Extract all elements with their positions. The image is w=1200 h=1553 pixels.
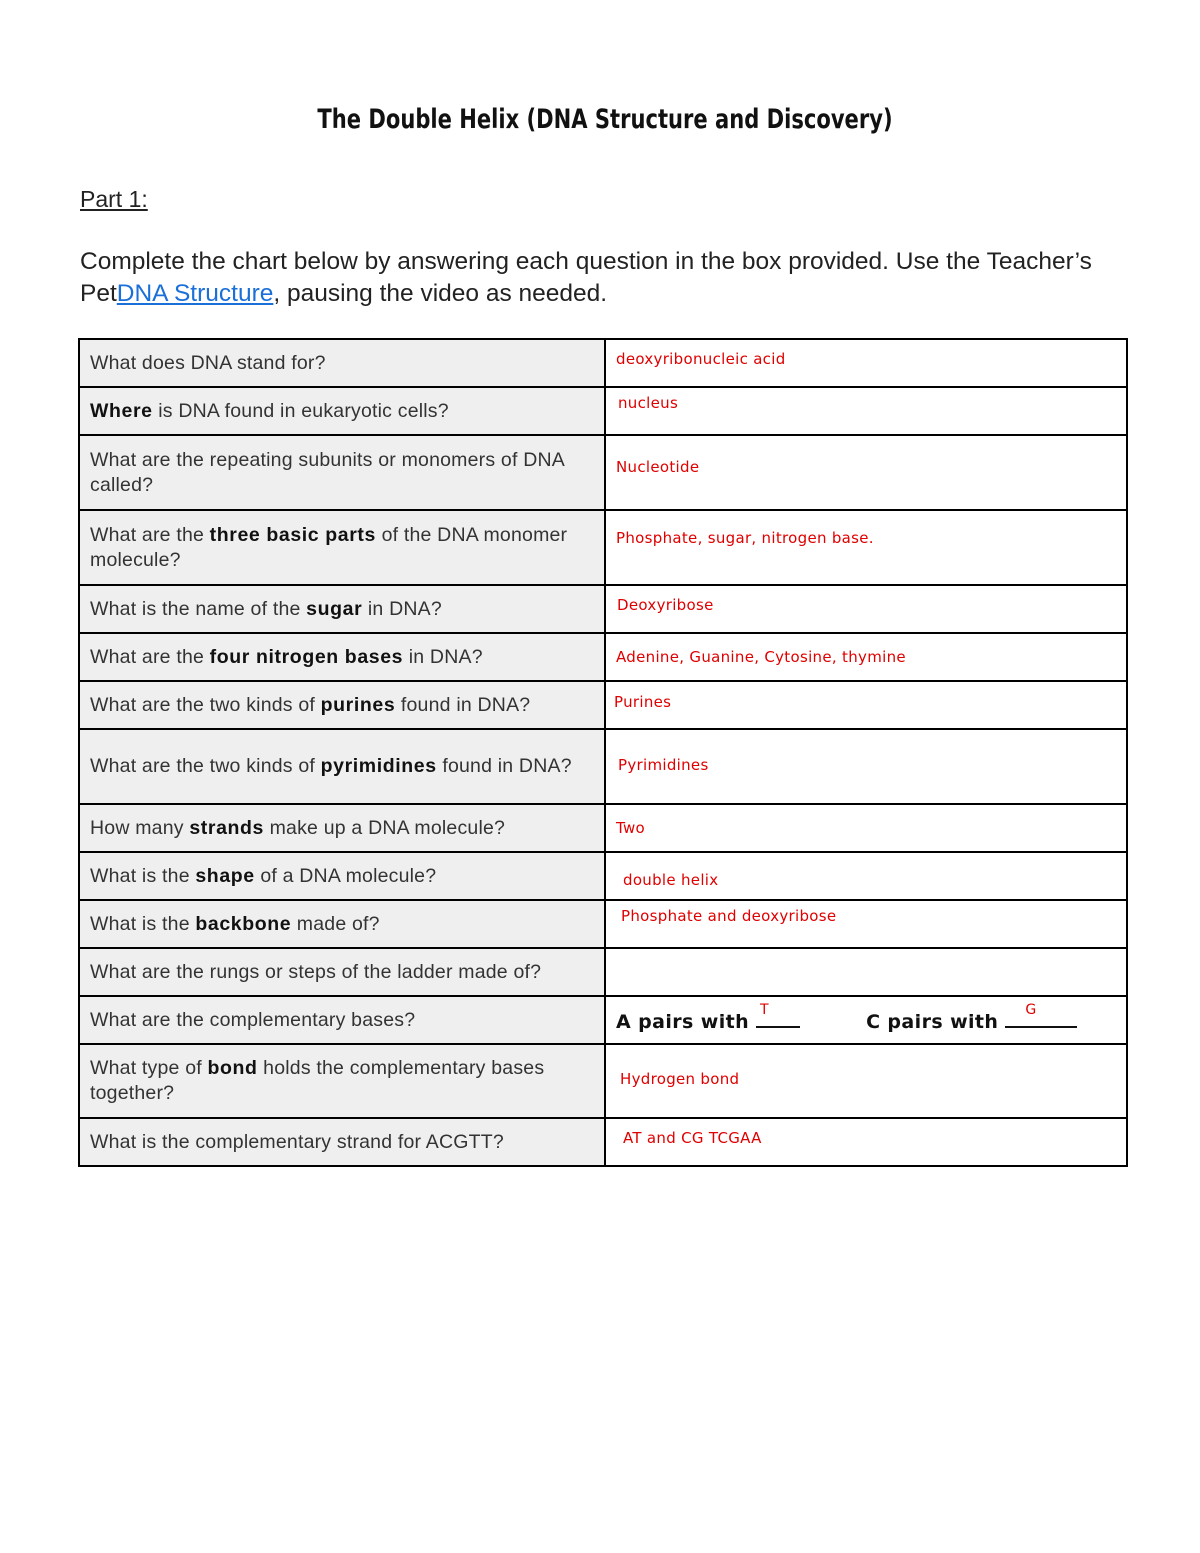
answer-cell[interactable] bbox=[605, 1118, 1127, 1166]
question-text: What are the two kinds of bbox=[90, 693, 321, 716]
table-row bbox=[79, 681, 1127, 729]
question-text: What is the bbox=[90, 864, 196, 887]
answer-cell[interactable] bbox=[605, 996, 1127, 1044]
question-keyword: bond bbox=[207, 1057, 258, 1079]
instructions-text: Complete the chart below by answering each question in the box provided. Use the Teacher’s Pet bbox=[80, 248, 1092, 307]
question-chart bbox=[78, 338, 1128, 1167]
document-title: The Double Helix (DNA Structure and Discovery) bbox=[317, 104, 893, 135]
answer-cell[interactable] bbox=[605, 633, 1127, 681]
instructions-text-end: , pausing the video as needed. bbox=[273, 280, 608, 307]
answer-cell[interactable] bbox=[605, 729, 1127, 804]
table-row bbox=[79, 852, 1127, 900]
dna-structure-link[interactable]: DNA Structure bbox=[116, 280, 274, 307]
answer-cell[interactable] bbox=[605, 1044, 1127, 1118]
answer-text: Purines bbox=[614, 693, 672, 711]
question-text: How many bbox=[90, 816, 190, 839]
answer-text: Pyrimidines bbox=[618, 755, 709, 774]
question-text: What are the two kinds of bbox=[90, 755, 321, 777]
question-text: of the DNA monomer molecule? bbox=[90, 523, 568, 571]
question-cell: What is the complementary strand for ACGTT? bbox=[79, 1118, 605, 1166]
question-text: in DNA? bbox=[403, 645, 483, 668]
table-row bbox=[79, 996, 1127, 1044]
question-text: found in DNA? bbox=[436, 755, 572, 777]
answer-cell[interactable] bbox=[605, 387, 1127, 435]
table-row bbox=[79, 1118, 1127, 1166]
question-cell: What are the rungs or steps of the ladder made of? bbox=[79, 948, 605, 996]
question-text: of a DNA molecule? bbox=[254, 864, 437, 887]
question-cell bbox=[79, 510, 605, 585]
answer-text: Two bbox=[616, 819, 646, 837]
table-row bbox=[79, 435, 1127, 510]
table-row bbox=[79, 387, 1127, 435]
answer-text: Adenine, Guanine, Cytosine, thymine bbox=[616, 648, 906, 666]
answer-cell[interactable] bbox=[605, 681, 1127, 729]
instructions bbox=[80, 246, 1140, 310]
c-pair-blank[interactable] bbox=[1005, 1001, 1077, 1028]
part-label: Part 1: bbox=[80, 186, 148, 212]
c-pairs-label: C pairs with bbox=[866, 1010, 1006, 1033]
question-cell bbox=[79, 900, 605, 948]
question-text: What is the bbox=[90, 912, 196, 935]
table-row bbox=[79, 633, 1127, 681]
question-text: in DNA? bbox=[362, 597, 442, 620]
question-cell bbox=[79, 585, 605, 633]
answer-text: Hydrogen bond bbox=[620, 1070, 740, 1088]
question-keyword: strands bbox=[189, 816, 264, 839]
question-text: make up a DNA molecule? bbox=[263, 816, 506, 839]
table-row bbox=[79, 900, 1127, 948]
question-keyword: purines bbox=[320, 693, 396, 716]
a-pairs-label: A pairs with bbox=[616, 1010, 757, 1033]
question-text: What type of bbox=[90, 1057, 208, 1079]
answer-text: Phosphate, sugar, nitrogen base. bbox=[616, 528, 874, 547]
table-row bbox=[79, 1044, 1127, 1118]
question-keyword: pyrimidines bbox=[320, 755, 437, 777]
question-keyword: four nitrogen bases bbox=[209, 645, 404, 668]
table-row bbox=[79, 804, 1127, 852]
answer-cell[interactable] bbox=[605, 948, 1127, 996]
question-keyword: Where bbox=[90, 399, 153, 422]
a-pair-blank[interactable] bbox=[756, 1001, 800, 1028]
question-cell bbox=[79, 633, 605, 681]
question-keyword: backbone bbox=[195, 912, 292, 935]
question-text: What is the name of the bbox=[90, 597, 307, 620]
question-keyword: three basic parts bbox=[209, 523, 376, 546]
answer-cell[interactable] bbox=[605, 339, 1127, 387]
question-keyword: sugar bbox=[306, 597, 363, 620]
table-row bbox=[79, 948, 1127, 996]
answer-text: double helix bbox=[623, 871, 719, 889]
answer-text: Deoxyribose bbox=[617, 596, 714, 614]
answer-text: deoxyribonucleic acid bbox=[616, 350, 786, 368]
question-text: holds the complementary bases together? bbox=[90, 1057, 545, 1104]
answer-cell[interactable] bbox=[605, 852, 1127, 900]
question-cell: What are the complementary bases? bbox=[79, 996, 605, 1044]
answer-cell[interactable] bbox=[605, 585, 1127, 633]
answer-text: Phosphate and deoxyribose bbox=[621, 907, 837, 925]
answer-cell[interactable] bbox=[605, 804, 1127, 852]
question-cell: What are the repeating subunits or monomers of DNA called? bbox=[79, 435, 605, 510]
answer-text: AT and CG TCGAA bbox=[623, 1129, 762, 1147]
question-text: is DNA found in eukaryotic cells? bbox=[152, 399, 449, 422]
answer-cell[interactable] bbox=[605, 900, 1127, 948]
question-cell bbox=[79, 681, 605, 729]
question-cell bbox=[79, 729, 605, 804]
answer-cell[interactable] bbox=[605, 435, 1127, 510]
question-text: What are the bbox=[90, 645, 210, 668]
table-row bbox=[79, 585, 1127, 633]
answer-text: Nucleotide bbox=[616, 457, 700, 476]
table-row bbox=[79, 510, 1127, 585]
question-text: What are the bbox=[90, 523, 210, 546]
answer-text: nucleus bbox=[618, 394, 679, 412]
a-pair-answer: T bbox=[760, 1001, 769, 1018]
base-pairs bbox=[616, 1001, 1077, 1033]
question-keyword: shape bbox=[195, 864, 255, 887]
question-cell bbox=[79, 1044, 605, 1118]
question-cell bbox=[79, 387, 605, 435]
table-row bbox=[79, 339, 1127, 387]
question-text: found in DNA? bbox=[395, 693, 531, 716]
c-pair-answer: G bbox=[1025, 1001, 1037, 1018]
question-cell bbox=[79, 852, 605, 900]
answer-cell[interactable] bbox=[605, 510, 1127, 585]
question-text: made of? bbox=[291, 912, 380, 935]
question-cell bbox=[79, 804, 605, 852]
table-row bbox=[79, 729, 1127, 804]
question-cell: What does DNA stand for? bbox=[79, 339, 605, 387]
